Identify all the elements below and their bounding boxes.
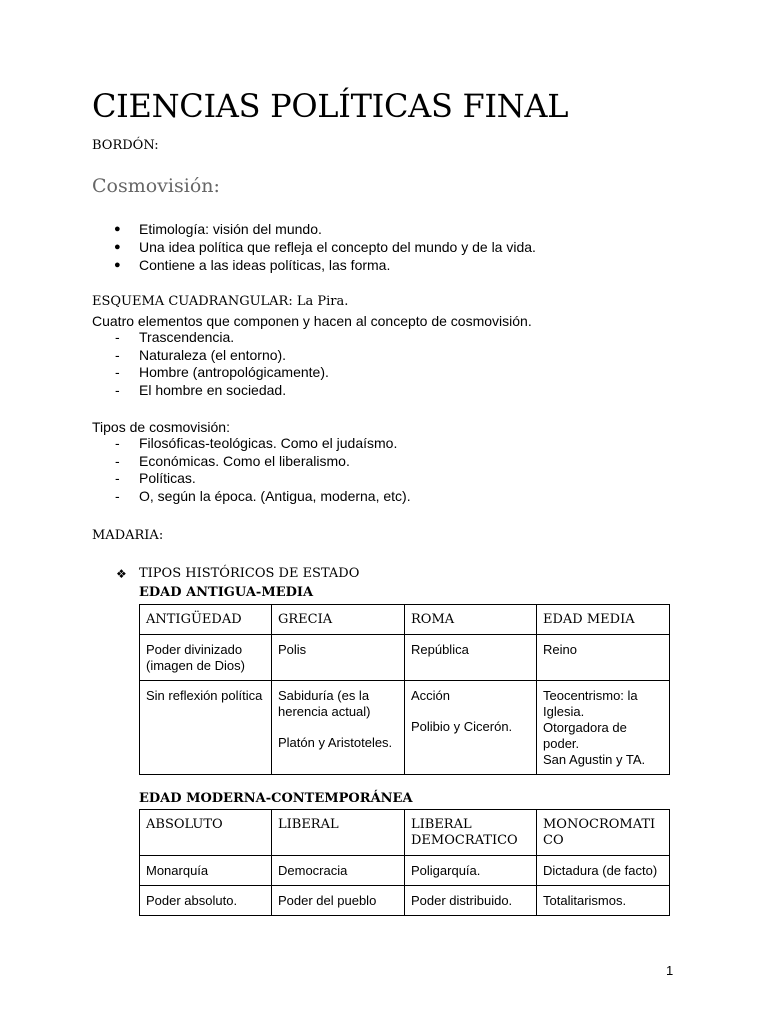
table-row (140, 886, 670, 916)
list-item: - Naturaleza (el entorno). (92, 347, 329, 365)
list-item: ● Contiene a las ideas políticas, las forma. (92, 256, 536, 274)
list-item: - Filosóficas-teológicas. Como el judaísmo. (92, 435, 411, 453)
list-item: - Hombre (antropológicamente). (92, 364, 329, 382)
table-cell (537, 681, 670, 775)
table-cell: Monarquía (140, 856, 272, 886)
list-item: - El hombre en sociedad. (92, 382, 329, 400)
table-header-cell: GRECIA (272, 605, 405, 635)
cell-text: San Agustin y TA. (543, 752, 646, 767)
cell-text: Polibio y Cicerón. (411, 719, 513, 734)
table-row (140, 635, 670, 681)
page-number: 1 (666, 963, 674, 978)
tipos-dash-list (92, 435, 411, 506)
list-item: - Políticas. (92, 470, 411, 488)
table-cell: Poder del pueblo (272, 886, 405, 916)
tipos-intro: Tipos de cosmovisión: (92, 419, 230, 435)
table-cell: Totalitarismos. (537, 886, 670, 916)
table-header-cell: LIBERAL DEMOCRATICO (405, 810, 537, 856)
esquema-heading (92, 293, 348, 311)
table-cell: Polis (272, 635, 405, 681)
table-header-cell: EDAD MEDIA (537, 605, 670, 635)
document-title: CIENCIAS POLÍTICAS FINAL (92, 87, 569, 125)
table-cell: Dictadura (de facto) (537, 856, 670, 886)
table-cell (405, 681, 537, 775)
table-cell: Poder absoluto. (140, 886, 272, 916)
table-cell: Poligarquía. (405, 856, 537, 886)
list-item: ● Etimología: visión del mundo. (92, 220, 536, 238)
table-cell: Poder divinizado (imagen de Dios) (140, 635, 272, 681)
cell-text: Teocentrismo: la Iglesia. (543, 688, 638, 719)
madaria-label: MADARIA: (92, 528, 164, 543)
table-header-cell: ANTIGÜEDAD (140, 605, 272, 635)
table-header-cell: MONOCROMATI CO (537, 810, 670, 856)
esquema-label: ESQUEMA CUADRANGULAR: (92, 294, 293, 309)
cell-text: Otorgadora de poder. (543, 720, 627, 751)
list-item: - Económicas. Como el liberalismo. (92, 453, 411, 471)
list-item: - O, según la época. (Antigua, moderna, etc). (92, 488, 411, 506)
table-cell: Poder distribuido. (405, 886, 537, 916)
table-cell: Democracia (272, 856, 405, 886)
table2-heading: EDAD MODERNA-CONTEMPORÁNEA (139, 791, 413, 806)
table-cell (140, 681, 272, 775)
table-header-cell: ABSOLUTO (140, 810, 272, 856)
table1-heading: EDAD ANTIGUA-MEDIA (139, 585, 314, 600)
table-row (140, 681, 670, 775)
table-header-row (140, 810, 670, 856)
cell-text: Sabiduría (es la herencia actual) (278, 688, 371, 719)
table-cell: Reino (537, 635, 670, 681)
cell-text: Sin reflexión política (146, 688, 263, 703)
cell-text: Acción (411, 688, 451, 703)
edad-moderna-contemporanea-table (139, 809, 670, 916)
table-header-row (140, 605, 670, 635)
table-header-cell: LIBERAL (272, 810, 405, 856)
cosmovision-heading: Cosmovisión: (92, 175, 220, 197)
bordon-label: BORDÓN: (92, 138, 159, 153)
list-item: ● Una idea política que refleja el concepto del mundo y de la vida. (92, 238, 536, 256)
table-row (140, 856, 670, 886)
esquema-intro: Cuatro elementos que componen y hacen al concepto de cosmovisión. (92, 313, 532, 329)
table-cell (272, 681, 405, 775)
diamond-bullet-icon: ❖ (116, 567, 127, 581)
esquema-dash-list (92, 329, 329, 400)
edad-antigua-media-table (139, 604, 670, 775)
cell-text: Platón y Aristoteles. (278, 735, 393, 750)
table-header-cell: ROMA (405, 605, 537, 635)
table-cell: República (405, 635, 537, 681)
cosmovision-bullet-list (92, 220, 536, 274)
list-item: - Trascendencia. (92, 329, 329, 347)
tipos-historicos-heading: TIPOS HISTÓRICOS DE ESTADO (139, 566, 360, 581)
esquema-subtitle: La Pira. (296, 294, 349, 309)
